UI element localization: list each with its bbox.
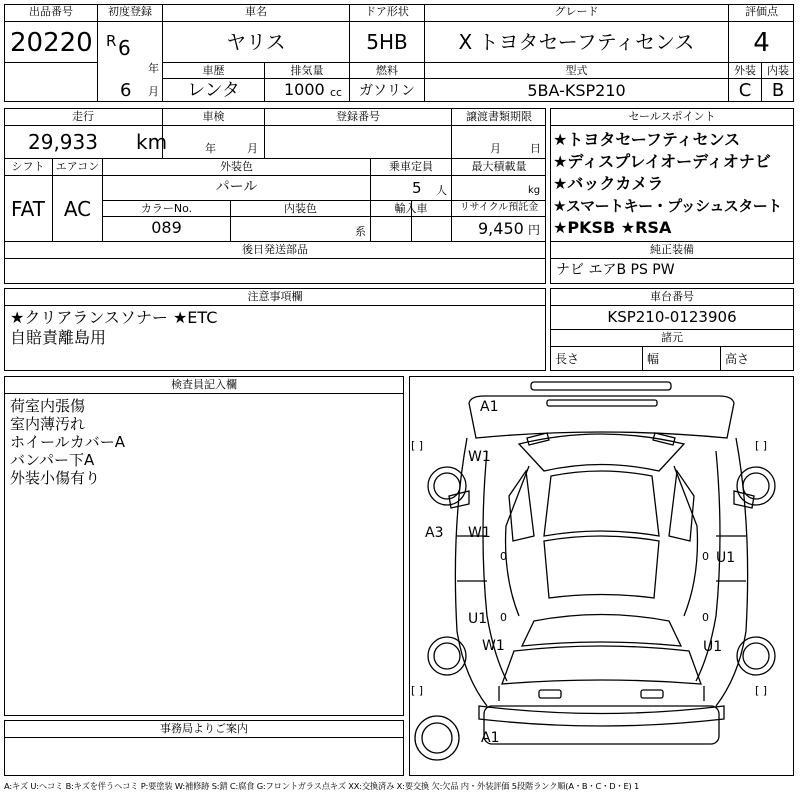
- door-type-label: ドア形状: [365, 5, 409, 18]
- later-shipping-parts-label: 後日発送部品: [242, 243, 308, 256]
- recycle-deposit-unit: 円: [528, 223, 541, 237]
- bracket-mark: [ ]: [411, 684, 424, 697]
- damage-mark: A1: [480, 399, 499, 415]
- sales-points-label: セールスポイント: [628, 110, 716, 123]
- exterior-color-label: 外装色: [220, 160, 253, 173]
- car-name-label: 車名: [245, 5, 267, 18]
- bracket-mark: [ ]: [755, 439, 768, 452]
- capacity-unit: 人: [436, 184, 447, 197]
- spec-length-label: 長さ: [555, 352, 580, 366]
- capacity: 5: [412, 179, 422, 197]
- score: 4: [753, 28, 770, 58]
- sales-point: ★バックカメラ: [553, 174, 664, 193]
- model-code: 5BA-KSP210: [527, 81, 626, 100]
- transfer-day-unit: 日: [530, 142, 541, 155]
- grade: X トヨタセーフティセンス: [458, 30, 695, 54]
- max-load-label: 最大積載量: [471, 160, 527, 173]
- inspection-month-unit: 月: [247, 142, 258, 155]
- displacement: 1000: [284, 80, 325, 99]
- shift-label: シフト: [11, 160, 45, 173]
- inspector-note: 室内薄汚れ: [10, 415, 86, 433]
- inspector-note: ホイールカバーA: [10, 433, 125, 451]
- tire-depth-mark: 0: [702, 611, 709, 624]
- sales-point: ★PKSB ★RSA: [553, 218, 672, 237]
- chassis-number-label: 車台番号: [650, 290, 694, 303]
- damage-mark: W1: [468, 525, 491, 541]
- mileage: 29,933: [28, 130, 98, 154]
- damage-mark: A3: [425, 525, 444, 541]
- history: レンタ: [187, 80, 240, 101]
- interior-grade: B: [771, 80, 785, 101]
- inspection-year-unit: 年: [205, 142, 216, 155]
- displacement-unit: cc: [330, 86, 343, 99]
- recycle-deposit-label: リサイクル預託金: [459, 202, 539, 213]
- car-damage-diagram: [409, 376, 794, 776]
- damage-legend: A:キズ U:ヘコミ B:キズを伴うヘコミ P:要塗装 W:補修跡 S:錆 C:腐食 G:フロントガラス点キズ XX:交換済み X:要交換 欠:欠品 内・外装評価 5段階ランク順(A・B・C・D・E) 1: [4, 781, 640, 791]
- office-notice-label: 事務局よりご案内: [160, 722, 248, 735]
- bracket-mark: [ ]: [411, 439, 424, 452]
- sales-point: ★スマートキー・プッシュスタート: [553, 197, 782, 215]
- mileage-label: 走行: [72, 110, 94, 123]
- transfer-month-unit: 月: [490, 142, 501, 155]
- specs-label: 諸元: [661, 331, 683, 344]
- history-label: 車歴: [202, 64, 225, 77]
- damage-mark: A1: [481, 730, 500, 746]
- era-letter: R: [106, 32, 117, 50]
- aircon: AC: [63, 197, 92, 221]
- lot-number: 20220: [10, 28, 93, 58]
- month-unit: 月: [148, 85, 159, 98]
- inspector-note: 外装小傷有り: [10, 469, 101, 487]
- damage-mark: W1: [468, 449, 491, 465]
- color-number: 089: [151, 218, 182, 237]
- transfer-deadline-label: 譲渡書類期限: [466, 110, 532, 123]
- registration-month: 6: [120, 80, 132, 101]
- fuel: ガソリン: [359, 83, 415, 99]
- damage-mark: U1: [716, 550, 736, 566]
- fuel-label: 燃料: [376, 64, 398, 77]
- displacement-label: 排気量: [290, 64, 324, 77]
- genuine-equipment: ナビ エアB PS PW: [556, 262, 675, 278]
- car-name: ヤリス: [226, 30, 286, 54]
- max-load-unit: kg: [528, 185, 541, 196]
- inspector-note: 荷室内張傷: [10, 397, 86, 415]
- notes-line: ★クリアランスソナー ★ETC: [10, 308, 218, 327]
- era-year: 6: [118, 36, 131, 60]
- exterior-grade: C: [738, 80, 752, 101]
- inspection-label: 車検: [202, 110, 225, 123]
- shift: FAT: [10, 197, 45, 221]
- capacity-label: 乗車定員: [389, 160, 433, 173]
- interior-grade-label: 内装: [767, 64, 789, 77]
- spec-width-label: 幅: [647, 352, 660, 366]
- first-registration-label: 初度登録: [108, 5, 152, 18]
- inspector-notes-label: 検査員記入欄: [171, 378, 237, 391]
- tire-depth-mark: 0: [500, 611, 507, 624]
- lot-number-label: 出品番号: [29, 5, 73, 18]
- import-label: 輸入車: [394, 202, 428, 215]
- damage-mark: U1: [703, 639, 723, 655]
- aircon-label: エアコン: [55, 160, 100, 173]
- mileage-unit: km: [136, 130, 168, 154]
- tire-depth-mark: 0: [702, 550, 709, 563]
- registration-number-label: 登録番号: [336, 110, 380, 123]
- color-number-label: カラーNo.: [140, 202, 193, 215]
- notes-line: 自賠責離島用: [10, 328, 107, 347]
- notes-label: 注意事項欄: [247, 290, 303, 303]
- exterior-color: パール: [215, 179, 258, 195]
- chassis-number: KSP210-0123906: [607, 308, 737, 326]
- damage-mark: U1: [468, 611, 488, 627]
- score-label: 評価点: [745, 5, 778, 18]
- grade-label: グレード: [554, 5, 599, 18]
- sales-point: ★トヨタセーフティセンス: [553, 130, 741, 149]
- sales-point: ★ディスプレイオーディオナビ: [553, 152, 771, 171]
- exterior-grade-label: 外装: [734, 64, 756, 77]
- interior-color-suffix: 系: [355, 225, 366, 238]
- door-type: 5HB: [366, 30, 408, 54]
- model-label: 型式: [565, 64, 588, 77]
- genuine-equipment-label: 純正装備: [650, 243, 694, 256]
- recycle-deposit: 9,450: [478, 219, 524, 238]
- damage-mark: W1: [482, 638, 505, 654]
- bracket-mark: [ ]: [755, 684, 768, 697]
- tire-depth-mark: 0: [500, 550, 507, 563]
- year-unit: 年: [148, 62, 159, 75]
- interior-color-label: 内装色: [284, 202, 317, 215]
- inspector-note: バンパー下A: [10, 451, 95, 469]
- spec-height-label: 高さ: [725, 352, 750, 366]
